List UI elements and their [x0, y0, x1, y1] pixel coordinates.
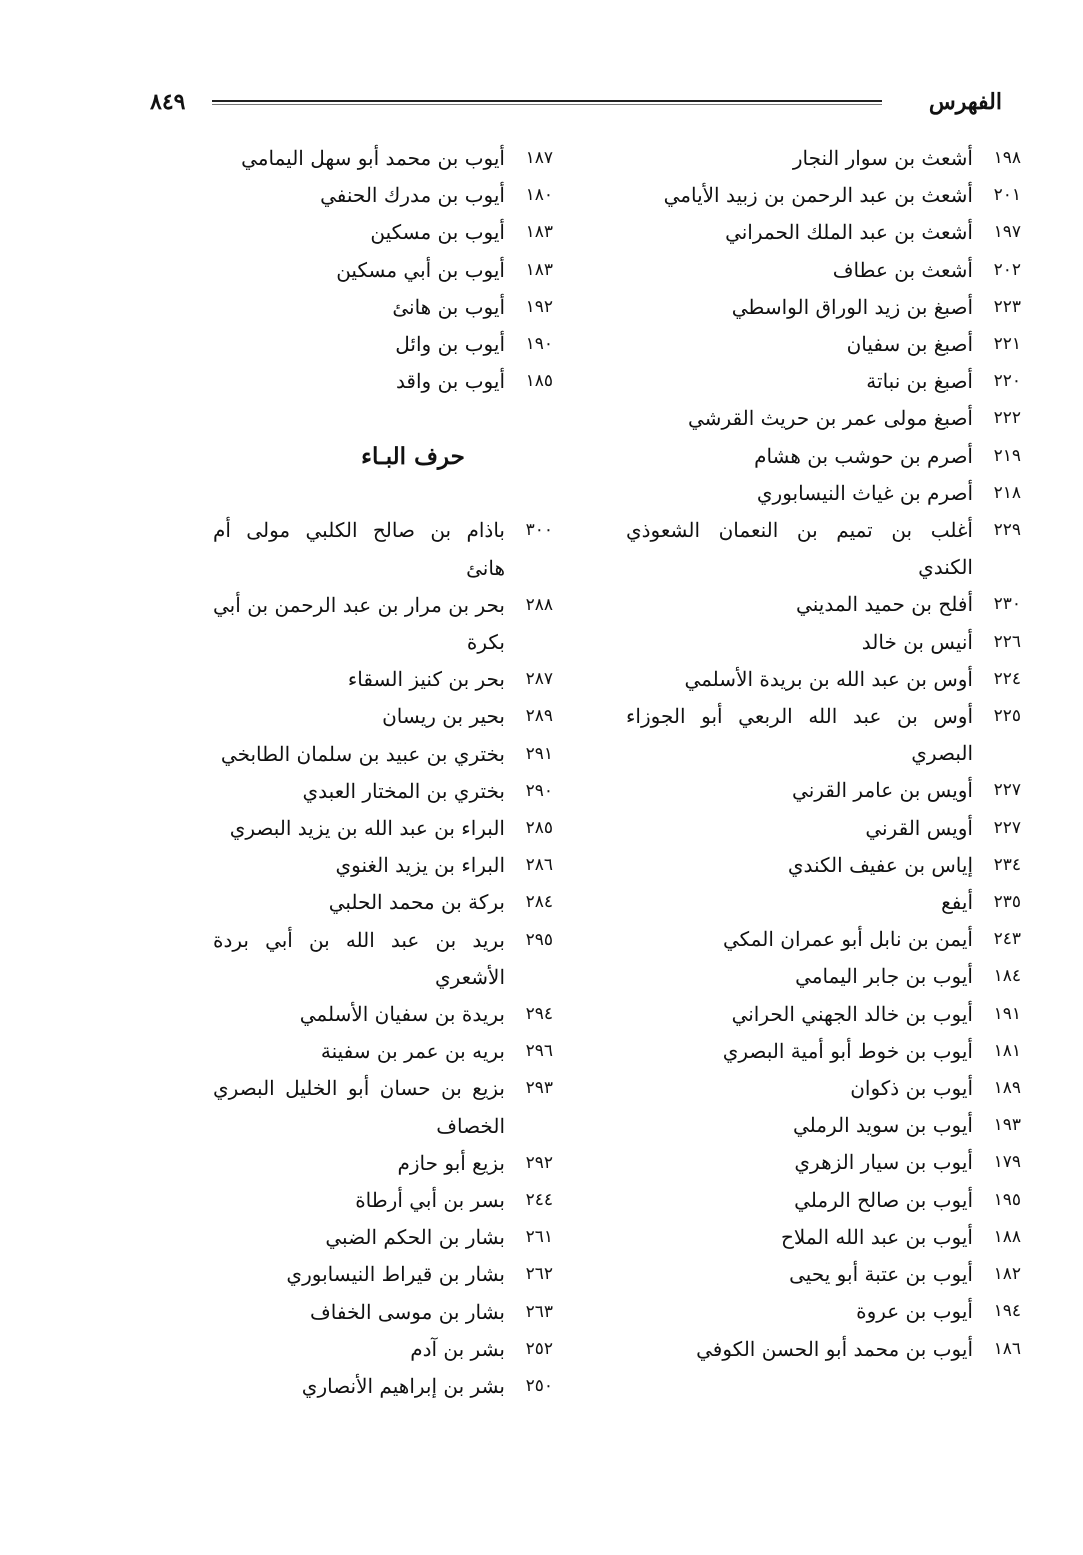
index-entry	[213, 289, 553, 326]
index-entry	[213, 773, 553, 810]
entry-name: أيوب بن واقد	[395, 369, 505, 394]
index-entry	[626, 326, 1021, 363]
entry-name: أيوب بن عبد الله الملاح	[780, 1224, 973, 1249]
index-entry	[213, 1331, 553, 1368]
index-entry	[213, 326, 553, 363]
entry-number: ١٩٥	[993, 1189, 1021, 1210]
entry-number: ٢٤٤	[525, 1190, 553, 1211]
entry-name: بريه بن عمر بن سفينة	[320, 1039, 505, 1064]
index-entry	[626, 1144, 1021, 1181]
entry-name: بزيع أبو حازم	[397, 1150, 505, 1175]
entry-name: أيوب بن سويد الرملي	[793, 1113, 973, 1138]
entry-name: بركة بن محمد الحلبي	[328, 890, 505, 915]
entry-name: أيوب بن محمد أبو الحسن الكوفي	[696, 1336, 973, 1361]
index-entry	[626, 214, 1021, 251]
entry-number: ١٨٣	[525, 222, 553, 243]
entry-name: أصبغ بن سفيان	[846, 332, 973, 357]
index-entry	[626, 1107, 1021, 1144]
index-entry	[626, 1033, 1021, 1070]
entry-number: ٢٢٠	[993, 371, 1021, 392]
index-entry	[213, 363, 553, 400]
entry-name: بحر بن مرار بن عبد الرحمن بن أبي بكرة	[213, 592, 505, 655]
entry-name: بريد بن عبد الله بن أبي بردة الأشعري	[213, 927, 505, 989]
entry-name: أيوب بن محمد أبو سهل اليمامي	[241, 146, 505, 170]
index-entry	[626, 1070, 1021, 1107]
entry-number: ٢١٩	[993, 445, 1021, 466]
index-entry	[626, 289, 1021, 326]
entry-name: أيوب بن أبي مسكين	[336, 257, 505, 282]
left-column-bottom-list	[213, 512, 553, 1405]
index-entry	[626, 847, 1021, 884]
index-entry	[626, 996, 1021, 1033]
index-entry	[626, 661, 1021, 698]
index-entry	[213, 661, 553, 698]
entry-number: ٢٨٨	[525, 594, 553, 615]
header-title: الفهرس	[928, 89, 1002, 115]
entry-number: ١٨٨	[993, 1226, 1021, 1247]
index-entry	[626, 140, 1021, 177]
entry-number: ٢٩٦	[525, 1041, 553, 1062]
entry-number: ١٧٩	[993, 1152, 1021, 1173]
entry-name: أصبغ بن زيد الوراق الواسطي	[731, 294, 973, 319]
index-entry	[626, 1256, 1021, 1293]
entry-number: ٢٢١	[993, 334, 1021, 355]
entry-name: أيوب بن عروة	[856, 1299, 973, 1324]
entry-name: بشار بن قيراط النيسابوري	[286, 1262, 505, 1287]
entry-name: أغلب بن تميم بن النعمان الشعوذي الكندي	[626, 518, 973, 580]
entry-name: بشر بن إبراهيم الأنصاري	[301, 1374, 505, 1399]
entry-name: أيوب بن مسكين	[370, 220, 505, 245]
entry-number: ٢٩٤	[525, 1004, 553, 1025]
entry-name: بختري بن المختار العبدي	[302, 778, 505, 803]
index-entry	[626, 400, 1021, 437]
entry-name: أيوب بن هانئ	[392, 294, 505, 319]
entry-name: أويس القرني	[865, 815, 973, 840]
index-entry	[626, 1219, 1021, 1256]
index-entry	[213, 587, 553, 661]
entry-number: ١٩٢	[525, 296, 553, 317]
entry-number: ١٩٣	[993, 1115, 1021, 1136]
header-rule	[212, 100, 882, 105]
index-entry	[213, 1070, 553, 1144]
entry-number: ٢٩٠	[525, 780, 553, 801]
index-entry	[213, 512, 553, 586]
left-column-top-list	[213, 140, 553, 400]
entry-name: بحير بن ريسان	[382, 704, 505, 729]
entry-number: ٢٩٢	[525, 1152, 553, 1173]
page-number: ٨٤٩	[150, 89, 186, 115]
index-entry	[213, 1182, 553, 1219]
entry-number: ١٨٣	[525, 259, 553, 280]
entry-number: ٣٠٠	[525, 520, 553, 541]
entry-number: ١٨٠	[525, 185, 553, 206]
entry-number: ٢٢٢	[993, 408, 1021, 429]
entry-number: ١٨١	[993, 1040, 1021, 1061]
index-entry	[213, 1256, 553, 1293]
entry-name: أيوب بن سيار الزهري	[794, 1150, 973, 1175]
entry-name: بزيع بن حسان أبو الخليل البصري الخصاف	[213, 1076, 505, 1138]
entry-name: بريدة بن سفيان الأسلمي	[299, 1002, 505, 1027]
entry-name: بحر بن كنيز السقاء	[347, 667, 505, 692]
entry-name: أنيس بن خالد	[861, 629, 973, 654]
entry-name: أيوب بن وائل	[395, 332, 505, 357]
index-column-left	[213, 140, 553, 1405]
entry-name: أشعث بن عطاف	[832, 257, 973, 282]
entry-number: ٢٥٢	[525, 1338, 553, 1359]
index-entry	[626, 698, 1021, 772]
entry-name: أيوب بن خوط أبو أمية البصري	[722, 1038, 973, 1063]
entry-number: ٢٢٥	[993, 706, 1021, 727]
index-entry	[626, 921, 1021, 958]
entry-number: ٢٦١	[525, 1227, 553, 1248]
entry-number: ١٨٩	[993, 1078, 1021, 1099]
entry-number: ٢٨٦	[525, 855, 553, 876]
index-entry	[213, 252, 553, 289]
index-entry	[213, 1219, 553, 1256]
entry-number: ٢٢٧	[993, 817, 1021, 838]
index-entry	[626, 252, 1021, 289]
index-entry	[213, 1033, 553, 1070]
entry-name: أيوب بن مدرك الحنفي	[320, 183, 505, 208]
index-entry	[213, 214, 553, 251]
index-entry	[213, 140, 553, 177]
entry-number: ٢٣٤	[993, 854, 1021, 875]
index-entry	[213, 1294, 553, 1331]
index-entry	[626, 884, 1021, 921]
entry-number: ١٨٤	[993, 966, 1021, 987]
index-entry	[213, 698, 553, 735]
index-entry	[626, 512, 1021, 586]
entry-number: ٢٨٤	[525, 892, 553, 913]
entry-name: أشعث بن عبد الملك الحمراني	[725, 220, 973, 245]
entry-number: ٢٩١	[525, 743, 553, 764]
entry-name: أوس بن عبد الله الربعي أبو الجوزاء البصري	[626, 704, 973, 766]
entry-name: أصرم بن غياث النيسابوري	[756, 480, 973, 505]
entry-number: ٢٤٣	[993, 929, 1021, 950]
entry-name: أوس بن عبد الله بن بريدة الأسلمي	[684, 666, 973, 691]
entry-number: ٢٥٠	[525, 1376, 553, 1397]
index-entry	[626, 810, 1021, 847]
entry-name: باذام بن صالح الكلبي مولى أم هانئ	[213, 518, 505, 580]
entry-number: ١٩٨	[993, 148, 1021, 168]
index-entry	[213, 884, 553, 921]
entry-number: ١٩٠	[525, 334, 553, 355]
entry-name: أشعث بن سوار النجار	[792, 146, 973, 170]
entry-name: أيوب بن ذكوان	[850, 1076, 973, 1101]
entry-name: بشار بن الحكم الضبي	[325, 1225, 505, 1250]
entry-number: ٢٢٩	[993, 520, 1021, 541]
entry-number: ١٩١	[993, 1003, 1021, 1024]
entry-name: أيوب بن جابر اليمامي	[795, 964, 973, 989]
index-entry	[626, 1293, 1021, 1330]
entry-number: ٢٣٥	[993, 892, 1021, 913]
entry-name: أفلح بن حميد المديني	[796, 592, 973, 617]
index-entry	[213, 736, 553, 773]
index-column-right	[626, 140, 1021, 1368]
page-header	[150, 84, 1010, 120]
index-entry	[213, 922, 553, 996]
index-entry	[626, 438, 1021, 475]
entry-name: أصرم بن حوشب بن هشام	[754, 443, 973, 468]
entry-number: ٢٠١	[993, 185, 1021, 206]
index-entry	[213, 1145, 553, 1182]
index-entry	[626, 1182, 1021, 1219]
entry-name: بسر بن أبي أرطاة	[355, 1188, 505, 1213]
entry-number: ٢٨٩	[525, 706, 553, 727]
entry-name: أيوب بن عتبة أبو يحيى	[789, 1262, 973, 1287]
index-entry	[626, 475, 1021, 512]
entry-number: ١٩٤	[993, 1301, 1021, 1322]
entry-name: بختري بن عبيد بن سلمان الطابخي	[220, 741, 505, 766]
entry-number: ٢٩٣	[525, 1078, 553, 1099]
index-entry	[213, 996, 553, 1033]
entry-number: ٢٨٥	[525, 818, 553, 839]
entry-name: أصبغ مولى عمر بن حريث القرشي	[688, 406, 973, 431]
index-entry	[213, 1368, 553, 1405]
section-heading-baa: حرف البـاء	[361, 442, 465, 470]
index-entry	[626, 624, 1021, 661]
entry-number: ١٩٧	[993, 222, 1021, 243]
index-entry	[626, 1331, 1021, 1368]
entry-number: ١٨٦	[993, 1338, 1021, 1359]
index-entry	[213, 847, 553, 884]
entry-number: ١٨٧	[525, 148, 553, 168]
index-entry	[626, 958, 1021, 995]
index-entry	[626, 177, 1021, 214]
entry-number: ٢٨٧	[525, 669, 553, 690]
entry-number: ١٨٥	[525, 371, 553, 392]
entry-number: ٢٦٣	[525, 1301, 553, 1322]
entry-name: البراء بن يزيد الغنوي	[335, 853, 505, 878]
index-entry	[213, 810, 553, 847]
entry-name: أيوب بن خالد الجهني الحراني	[731, 1001, 973, 1026]
entry-number: ٢٢٧	[993, 780, 1021, 801]
entry-name: بشار بن موسى الخفاف	[310, 1299, 505, 1324]
entry-name: أويس بن عامر القرني	[792, 778, 973, 803]
entry-name: إياس بن عفيف الكندي	[787, 852, 973, 877]
entry-number: ٢٢٦	[993, 631, 1021, 652]
entry-number: ٢٦٢	[525, 1264, 553, 1285]
index-entry	[213, 177, 553, 214]
index-entry	[626, 363, 1021, 400]
entry-name: أيمن بن نابل أبو عمران المكي	[722, 927, 973, 952]
index-entry	[626, 586, 1021, 623]
index-entry	[626, 772, 1021, 809]
entry-number: ٢١٨	[993, 482, 1021, 503]
entry-name: أشعث بن عبد الرحمن بن زبيد الأيامي	[663, 183, 973, 208]
entry-number: ١٨٢	[993, 1264, 1021, 1285]
entry-number: ٢٠٢	[993, 259, 1021, 280]
entry-name: أيوب بن صالح الرملي	[794, 1187, 973, 1212]
entry-number: ٢٢٤	[993, 668, 1021, 689]
entry-name: أيفع	[941, 890, 973, 915]
entry-name: أصبغ بن نباتة	[866, 369, 973, 394]
entry-number: ٢٣٠	[993, 594, 1021, 615]
entry-name: بشر بن آدم	[410, 1336, 505, 1361]
entry-number: ٢٢٣	[993, 296, 1021, 317]
entry-number: ٢٩٥	[525, 929, 553, 950]
entry-name: البراء بن عبد الله بن يزيد البصري	[229, 816, 505, 841]
